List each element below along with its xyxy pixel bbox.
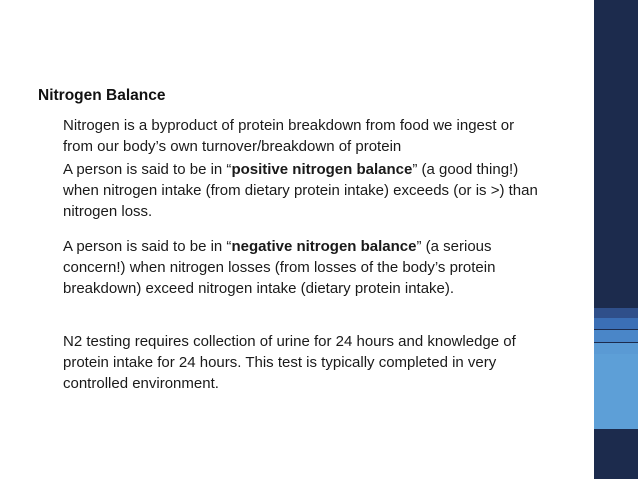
text-segment: ” (a serious concern!) when nitrogen losses (from losses of the body’s protein breakdown) exceed nitrogen intake (dietary protein intake). bbox=[63, 238, 496, 297]
sidebar-stripe bbox=[594, 308, 638, 318]
paragraph-byproduct: Nitrogen is a byproduct of protein breakdown from food we ingest or from our body’s own turnover/breakdown of protein bbox=[63, 117, 515, 155]
paragraph-n2-testing: N2 testing requires collection of urine for 24 hours and knowledge of protein intake for 24 hours. This test is typically completed in very controlled environment. bbox=[63, 333, 516, 392]
paragraph-positive-balance bbox=[63, 159, 548, 222]
text-segment: ” (a good thing!) when nitrogen intake (from dietary protein intake) exceeds (or is >) than nitrogen loss. bbox=[63, 161, 538, 220]
decorative-sidebar bbox=[594, 0, 638, 479]
slide-heading: Nitrogen Balance bbox=[38, 87, 166, 104]
sidebar-stripe bbox=[594, 343, 638, 354]
sidebar-stripe bbox=[594, 430, 638, 479]
text-segment: A person is said to be in “ bbox=[63, 238, 232, 255]
bold-term-positive: positive nitrogen balance bbox=[231, 161, 413, 178]
bold-term-negative: negative nitrogen balance bbox=[231, 238, 417, 255]
sidebar-stripe bbox=[594, 318, 638, 329]
paragraph-negative-balance bbox=[63, 236, 548, 299]
sidebar-accent-block bbox=[594, 354, 638, 429]
text-segment: A person is said to be in “ bbox=[63, 161, 232, 178]
sidebar-stripe bbox=[594, 330, 638, 342]
